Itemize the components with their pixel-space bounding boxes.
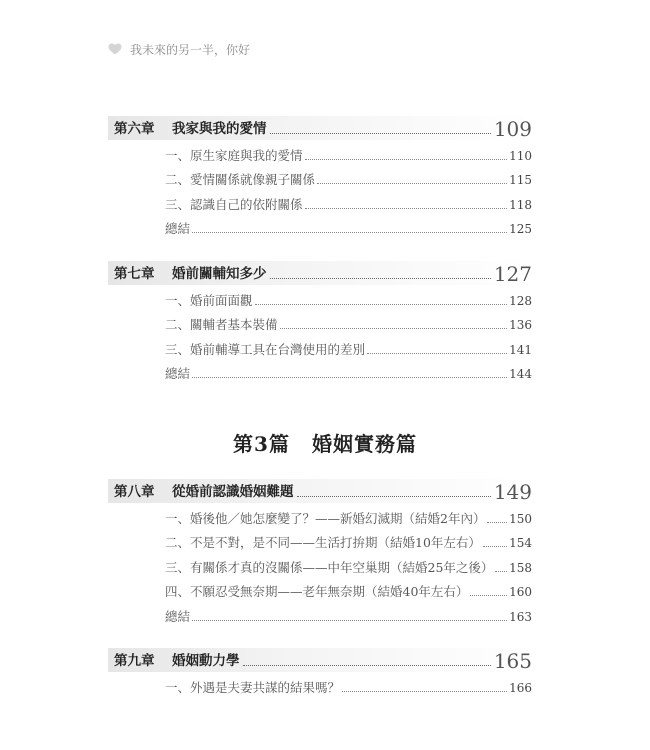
entry-title: 二、不是不對，是不同——生活打拚期（結婚10年左右）	[165, 535, 481, 550]
entry-page: 144	[509, 367, 532, 381]
entry-page: 163	[509, 609, 532, 624]
toc-chapter-7	[108, 261, 532, 383]
entry-page: 110	[509, 148, 532, 163]
entry-title: 總結	[165, 366, 191, 381]
dot-leader	[487, 522, 507, 523]
chapter-page: 165	[493, 649, 532, 673]
toc-entry[interactable]	[165, 140, 532, 165]
entry-title: 二、愛情關係就像親子關係	[165, 172, 316, 187]
toc-chapter-6	[108, 116, 532, 238]
toc-entry[interactable]	[165, 672, 532, 697]
entry-page: 154	[509, 536, 532, 550]
chapter-heading[interactable]	[108, 116, 532, 140]
entry-title: 二、關輔者基本裝備	[165, 317, 278, 332]
dot-leader	[367, 353, 507, 354]
entry-title: 一、婚前面面觀	[165, 292, 253, 308]
toc-entry[interactable]	[165, 503, 532, 528]
toc-entry[interactable]	[165, 601, 532, 626]
dot-leader	[192, 232, 507, 233]
dot-leader	[255, 304, 508, 305]
entry-title: 三、認識自己的依附關係	[165, 196, 303, 212]
entry-page: 115	[509, 173, 532, 187]
chapter-heading[interactable]	[108, 648, 532, 672]
entry-page: 136	[509, 318, 532, 332]
entry-title: 三、有關係才真的沒關係——中年空巢期（結婚25年之後）	[165, 559, 494, 575]
chapter-title: 我家與我的愛情	[172, 121, 267, 137]
toc-entry[interactable]	[165, 552, 532, 577]
entry-page: 128	[509, 293, 532, 308]
chapter-number: 第八章	[114, 484, 155, 500]
toc-entry[interactable]	[165, 214, 532, 239]
dot-leader	[270, 278, 491, 279]
chapter-title: 婚前關輔知多少	[172, 266, 267, 282]
entry-page: 141	[509, 342, 532, 357]
chapter-number: 第九章	[114, 653, 155, 669]
chapter-number: 第六章	[114, 121, 155, 137]
part-title	[0, 428, 650, 457]
dot-leader	[270, 133, 491, 134]
dot-leader	[317, 183, 507, 184]
dot-leader	[305, 208, 508, 209]
dot-leader	[243, 665, 491, 666]
chapter-heading[interactable]	[108, 479, 532, 503]
part-name: 婚姻實務篇	[311, 432, 417, 456]
toc-entry[interactable]	[165, 577, 532, 602]
part-number: 第3篇	[233, 432, 290, 456]
heart-icon	[108, 43, 122, 55]
toc-entry[interactable]	[165, 189, 532, 214]
toc-chapter-8	[108, 479, 532, 626]
dot-leader	[483, 546, 507, 547]
entry-page: 166	[509, 680, 532, 695]
chapter-page: 109	[493, 117, 532, 141]
chapter-number: 第七章	[114, 266, 155, 282]
toc-chapter-9	[108, 648, 532, 697]
dot-leader	[495, 571, 507, 572]
entry-title: 一、外遇是夫妻共謀的結果嗎？	[165, 679, 341, 695]
chapter-heading[interactable]	[108, 261, 532, 285]
entry-page: 158	[509, 560, 532, 575]
dot-leader	[470, 595, 507, 596]
entry-title: 一、婚後他／她怎麼變了？——新婚幻滅期（結婚2年內）	[165, 510, 486, 526]
entry-page: 150	[509, 511, 532, 526]
running-head	[108, 41, 250, 57]
entry-title: 總結	[165, 221, 191, 236]
entry-title: 四、不願忍受無奈期——老年無奈期（結婚40年左右）	[165, 584, 469, 599]
toc-entry[interactable]	[165, 165, 532, 190]
dot-leader	[297, 496, 491, 497]
dot-leader	[342, 691, 507, 692]
toc-entry[interactable]	[165, 285, 532, 310]
toc-entry[interactable]	[165, 359, 532, 384]
chapter-page: 149	[493, 480, 532, 504]
entry-title: 一、原生家庭與我的愛情	[165, 147, 303, 163]
chapter-title: 婚姻動力學	[172, 653, 240, 669]
entry-title: 總結	[165, 608, 191, 624]
dot-leader	[280, 328, 508, 329]
dot-leader	[192, 620, 507, 621]
entry-page: 125	[509, 222, 532, 236]
dot-leader	[192, 377, 507, 378]
dot-leader	[305, 159, 508, 160]
toc-entry[interactable]	[165, 528, 532, 553]
toc-entry[interactable]	[165, 334, 532, 359]
entry-title: 三、婚前輔導工具在台灣使用的差別	[165, 341, 366, 357]
chapter-title: 從婚前認識婚姻難題	[172, 484, 294, 500]
entry-page: 118	[509, 197, 532, 212]
chapter-page: 127	[493, 262, 532, 286]
running-head-text: 我未來的另一半，你好	[130, 42, 251, 57]
entry-page: 160	[509, 585, 532, 599]
toc-entry[interactable]	[165, 310, 532, 335]
